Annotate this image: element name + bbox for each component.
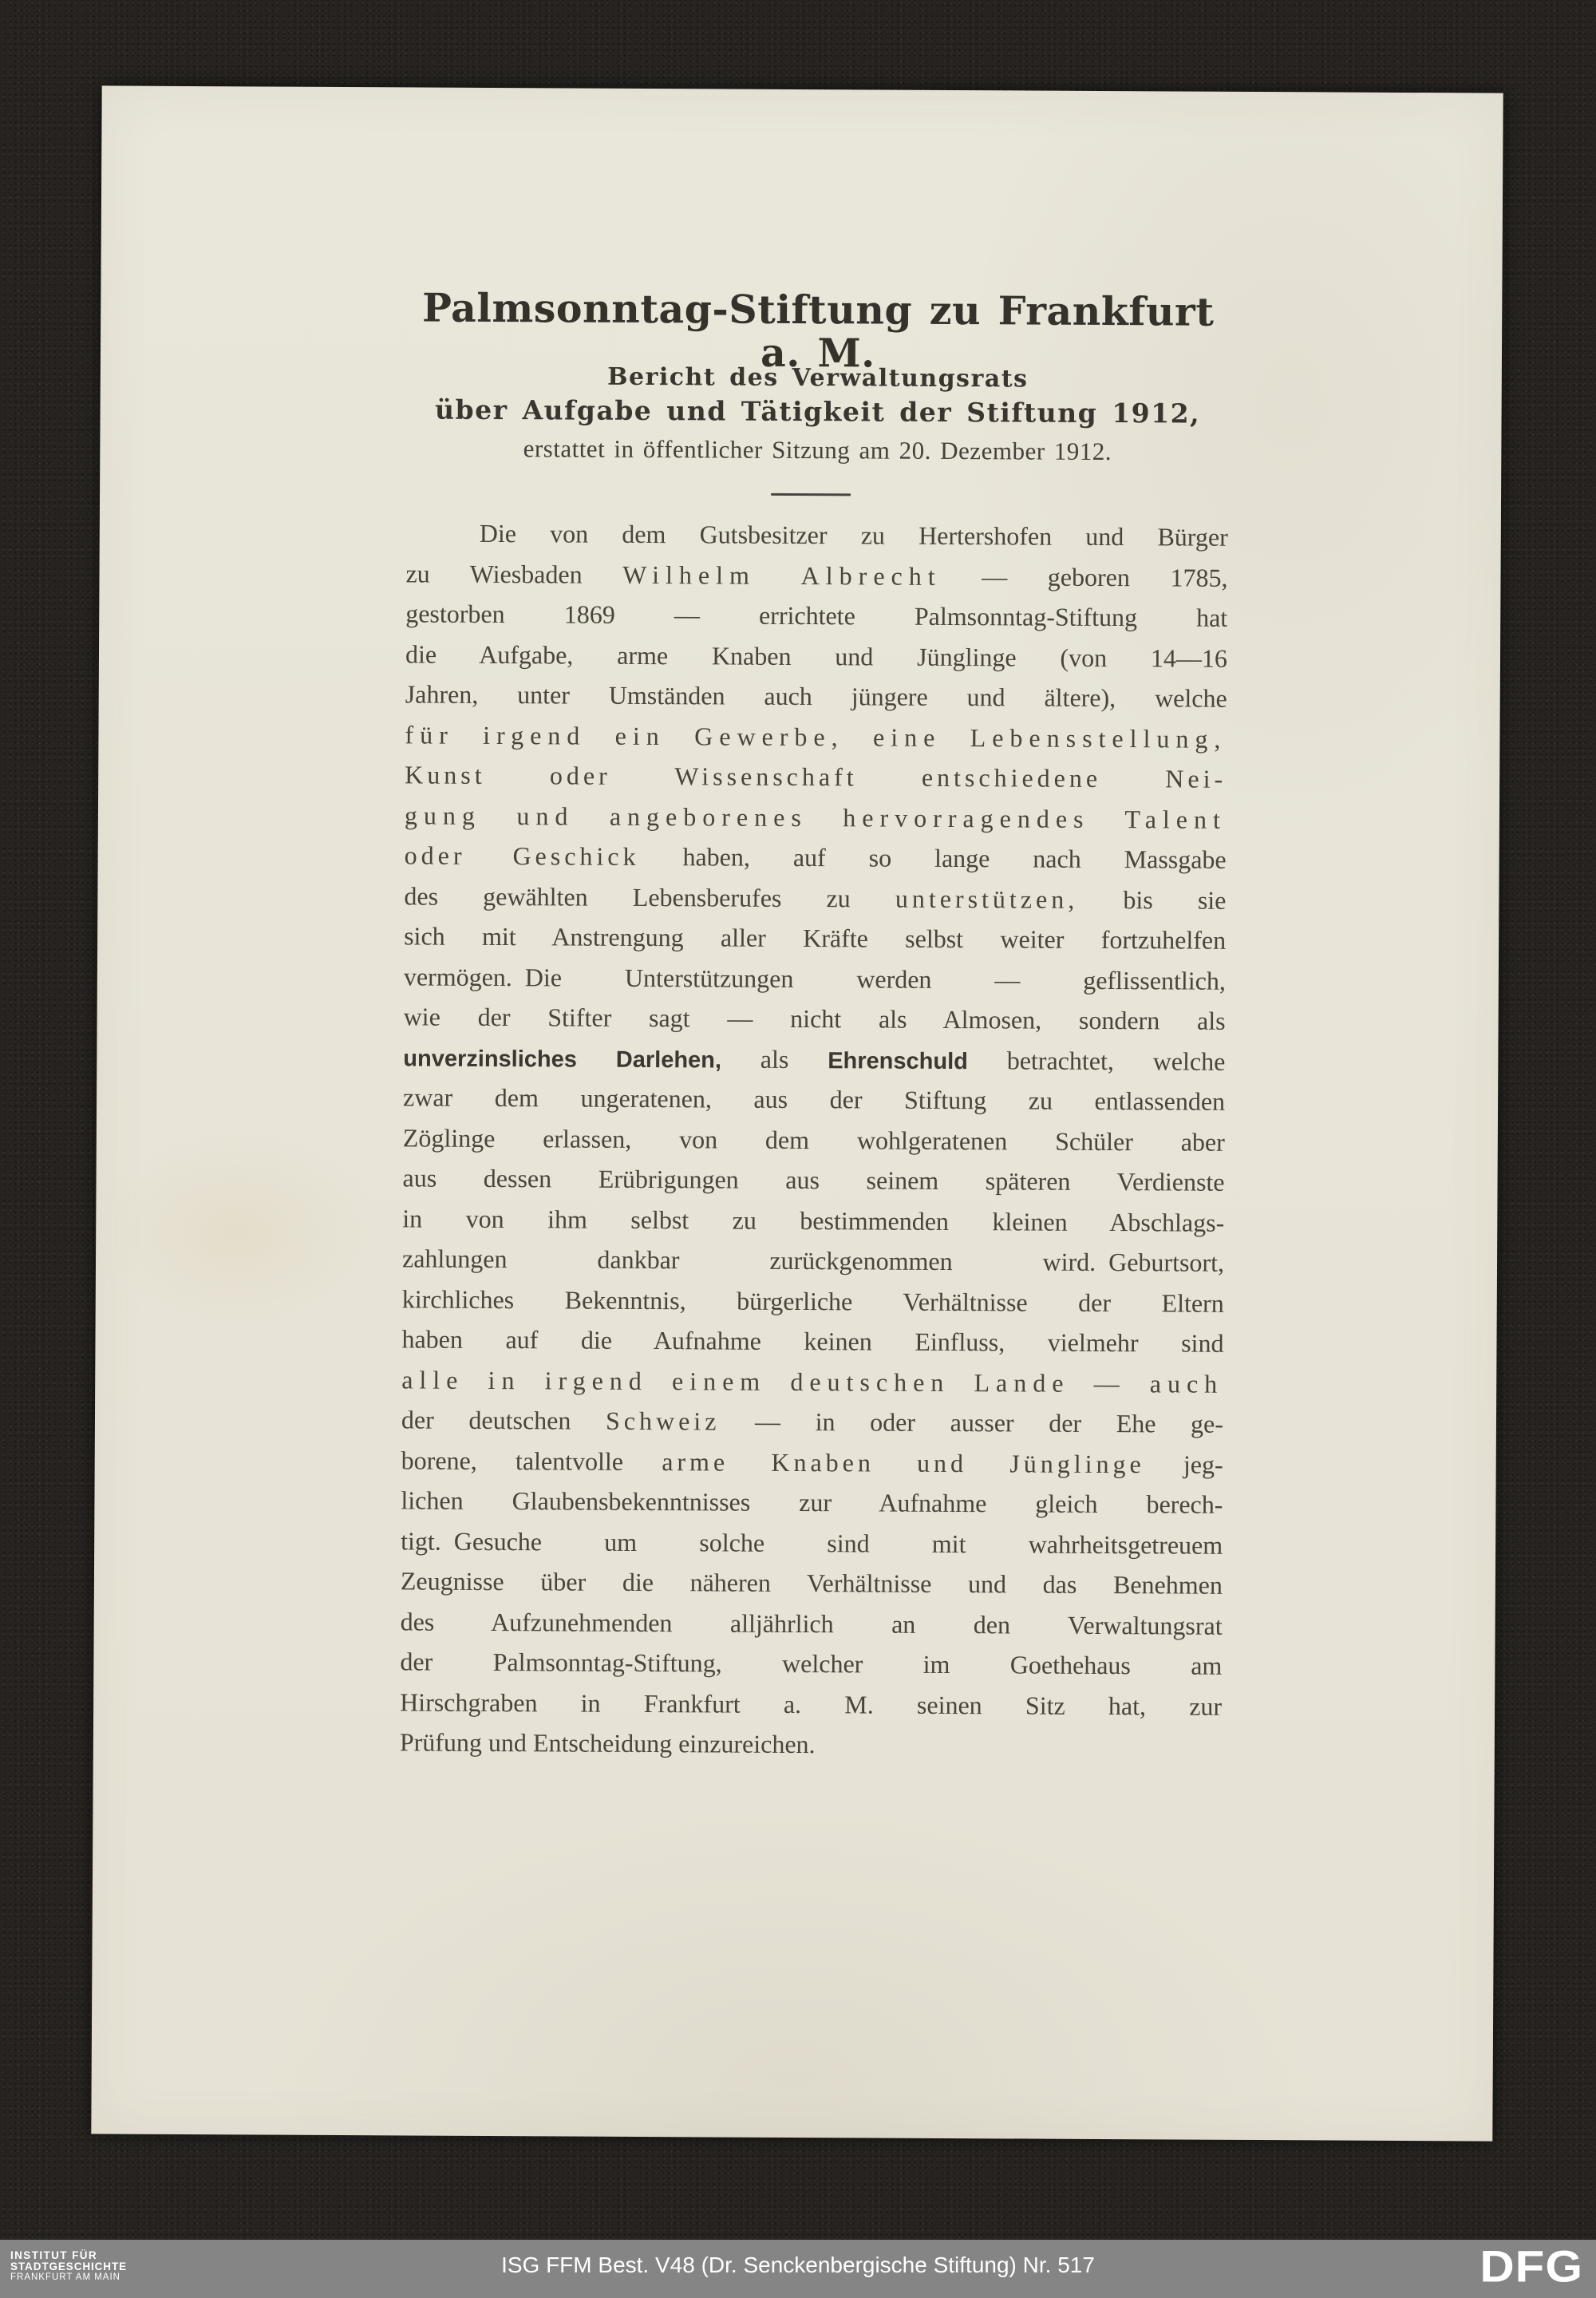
body-text-segment: Wilhelm Albrecht [622,560,942,591]
body-text-line [401,1440,1223,1485]
body-text-segment: des Aufzunehmenden alljährlich an den Verwaltungsrat [400,1606,1223,1640]
body-text-segment: wie der Stifter sagt — nicht als Almosen, sondern als [403,1002,1226,1035]
body-text-line [403,1037,1225,1082]
document-subtitle-1: Bericht des Verwaltungsrats [607,362,1029,394]
body-text-segment: in von ihm selbst zu bestimmenden kleinen Abschlags- [402,1203,1225,1237]
viewer-footer-bar [0,2240,1596,2298]
institution-name-line3: FRANKFURT AM MAIN [10,2272,120,2282]
body-text-line [401,1480,1223,1525]
body-text-segment: unterstützen, [895,884,1079,914]
body-text-line [404,876,1226,920]
body-text-line [403,1117,1225,1162]
body-text-segment: zahlungen dankbar zurückgenommen wird. Geburtsort, [401,1244,1225,1277]
body-text-segment: bis sie [1078,884,1227,915]
body-text-segment: Schweiz [605,1406,721,1436]
body-text-segment: vermögen. Die Unterstützungen werden — geflissentlich, [403,961,1226,995]
body-text-segment: Zeugnisse über die näheren Verhältnisse und das Benehmen [400,1566,1223,1600]
body-text-line [406,512,1228,557]
body-text-line [402,1238,1224,1283]
body-text-segment: Kunst oder Wissenschaft entschiedene Nei- [405,760,1227,793]
body-text-segment: des gewählten Lebensberufes zu [404,880,895,913]
body-text-line [405,553,1227,598]
body-text-segment: Die von dem Gutsbesitzer zu Hertershofen und Bürger [479,518,1228,552]
body-text-line [405,674,1227,718]
body-text-line [401,1601,1223,1646]
body-text-segment: — geboren 1785, [941,561,1228,592]
emphasized-text: Ehrenschuld [828,1047,968,1074]
body-text-segment: die Aufgabe, arme Knaben und Jünglinge (von 14—16 [405,639,1228,673]
body-text-segment: tigt. Gesuche um solche sind mit wahrheitsgetreuem [401,1525,1223,1560]
body-text-line [402,1157,1224,1202]
institution-name-line2: STADTGESCHICHTE [10,2260,128,2272]
body-text-segment: Hirschgraben in Frankfurt a. M. seinen Sitz hat, zur [400,1687,1223,1721]
body-text-segment: der deutschen [401,1405,606,1435]
body-text-segment: oder Geschick [404,840,640,871]
body-text-line [405,714,1227,759]
body-text-segment: haben auf die Aufnahme keinen Einfluss, vielmehr sind [401,1324,1224,1358]
body-text-segment: der Palmsonntag-Stiftung, welcher im Goethehaus am [400,1647,1223,1680]
body-text-line [401,1521,1223,1565]
archive-reference: ISG FFM Best. V48 (Dr. Senckenbergische Stiftung) Nr. 517 [501,2253,1095,2277]
body-text-segment: gestorben 1869 — errichtete Palmsonntag-Stiftung hat [405,599,1228,632]
body-text-segment: arme Knaben und Jünglinge [662,1446,1145,1478]
body-text-line [405,795,1227,840]
body-text-line [405,634,1227,678]
dfg-logo: DFG [1479,2241,1583,2292]
document-subtitle-3: erstattet in öffentlicher Sitzung am 20. Dezember 1912. [523,434,1112,466]
body-text-line [401,1359,1223,1404]
body-text-line [405,835,1227,880]
body-text-line [401,1399,1223,1444]
institution-logo [10,2250,127,2283]
body-text-segment: sich mit Anstrengung aller Kräfte selbst weiter fortzuhelfen [404,921,1227,955]
body-text-line [403,1077,1225,1121]
body-text-segment: zu Wiesbaden [405,558,623,589]
header-divider [771,493,851,496]
document-title: Palmsonntag-Stiftung zu Frankfurt a. M. [421,284,1215,377]
body-text-segment: zwar dem ungeratenen, aus der Stiftung zu entlassenden [403,1082,1226,1116]
body-text-segment: betrachtet, welche [967,1045,1226,1076]
body-text-line [402,1198,1224,1243]
body-text-line [400,1682,1222,1726]
body-text-segment: lichen Glaubensbekenntnisses zur Aufnahme gleich berech- [401,1485,1223,1519]
body-text-segment: jeg- [1144,1449,1223,1479]
body-text-segment: borene, talentvolle [401,1445,662,1476]
body-text-segment: Jahren, unter Umständen auch jüngere und ältere), welche [405,679,1227,713]
body-text-line [402,1279,1224,1323]
document-page [91,85,1503,2141]
document-subtitle-2: über Aufgabe und Tätigkeit der Stiftung 1912, [434,394,1201,429]
emphasized-text: unverzinsliches Darlehen, [403,1045,722,1074]
body-text-line [405,754,1227,799]
body-text-segment: kirchliches Bekenntnis, bürgerliche Verhältnisse der Eltern [401,1283,1224,1318]
body-text-segment: — in oder ausser der Ehe ge- [720,1406,1224,1438]
body-text-segment: alle in irgend einem deutschen Lande — auch [401,1364,1224,1398]
body-text-line [401,1560,1223,1605]
body-text-line [404,916,1226,960]
body-text-segment: für irgend ein Gewerbe, eine Lebensstellung, [405,719,1227,753]
body-text-line [401,1319,1223,1363]
body-text-segment: als [721,1044,828,1074]
body-text-segment: Prüfung und Entscheidung einzureichen. [399,1727,816,1759]
body-text-line [403,996,1225,1041]
body-text-line [405,593,1227,638]
body-text-segment: gung und angeborenes hervorragendes Talent [404,800,1227,834]
document-body [400,512,1228,1766]
institution-name-line1: INSTITUT FÜR [10,2249,98,2261]
body-text-line [404,956,1226,1001]
body-text-segment: haben, auf so lange nach Massgabe [639,841,1227,874]
body-text-segment: aus dessen Erübrigungen aus seinem späteren Verdienste [402,1163,1225,1196]
body-text-line [400,1641,1222,1686]
body-text-line [400,1722,1222,1766]
body-text-segment: Zöglinge erlassen, von dem wohlgeratenen Schüler aber [402,1122,1225,1157]
